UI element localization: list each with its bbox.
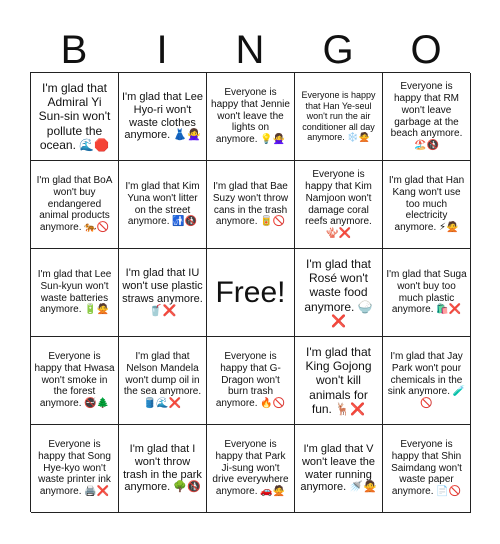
bingo-cell-text: I'm glad that Rosé won't waste food anymore. 🍚❌ [304,257,373,328]
bingo-cell-text: I'm glad that Han Kang won't use too much electricity anymore. ⚡🙅 [388,175,465,234]
bingo-cell-text: Everyone is happy that G-Dragon won't burn trash anymore. 🔥🚫 [215,351,286,410]
bingo-cell-text: I'm glad that I won't throw trash in the park anymore. 🌳🚯 [123,442,202,494]
bingo-cell-text: I'm glad that King Gojong won't kill animals for fun. 🦌❌ [305,345,372,416]
bingo-cell-11[interactable] [31,249,119,337]
bingo-cell-text: Everyone is happy that Han Ye-seul won't run the air conditioner all day anymore. ❄️🙅 [301,89,376,143]
bingo-cell-12[interactable] [119,249,207,337]
bingo-cell-24[interactable] [295,425,383,513]
bingo-cell-text: I'm glad that Suga won't buy too much plastic anymore. 🛍️❌ [386,268,467,316]
bingo-cell-text: I'm glad that Admiral Yi Sun-sin won't pollute the ocean. 🌊🛑 [38,81,111,152]
bingo-cell-9[interactable] [295,161,383,249]
bingo-cell-text: Everyone is happy that Song Hye-kyo won't waste printer ink anymore. 🖨️❌ [38,439,111,498]
bingo-cell-text: I'm glad that V won't leave the water running anymore. 🚿🙅 [300,442,377,494]
bingo-cell-22[interactable] [119,425,207,513]
bingo-header [30,28,470,72]
header-letter-b: B [60,28,88,72]
bingo-cell-23[interactable] [207,425,295,513]
bingo-cell-text: I'm glad that Bae Suzy won't throw cans in the trash anymore. 🥫🚫 [212,180,289,228]
bingo-cell-16[interactable] [31,337,119,425]
header-letter-g: G [322,28,354,72]
header-letter-n: N [235,28,265,72]
bingo-cell-18[interactable] [207,337,295,425]
bingo-cell-10[interactable] [383,161,471,249]
bingo-cell-14[interactable] [295,249,383,337]
bingo-cell-2[interactable] [119,73,207,161]
bingo-cell-text: Everyone is happy that Kim Namjoon won't damage coral reefs anymore. 🪸❌ [305,169,372,240]
bingo-cell-1[interactable] [31,73,119,161]
bingo-cell-19[interactable] [295,337,383,425]
bingo-cell-text: Everyone is happy that RM won't leave garbage at the beach anymore. 🏖️🚯 [390,81,463,152]
bingo-cell-text: I'm glad that IU won't use plastic straws anymore. 🥤❌ [122,266,203,318]
bingo-cell-text: I'm glad that Jay Park won't pour chemicals in the sink anymore. 🧪🚫 [387,351,466,410]
bingo-cell-7[interactable] [119,161,207,249]
bingo-cell-17[interactable] [119,337,207,425]
bingo-cell-text: I'm glad that BoA won't buy endangered animal products anymore. 🐅🚫 [36,175,113,234]
bingo-cell-4[interactable] [295,73,383,161]
bingo-cell-15[interactable] [383,249,471,337]
bingo-cell-text: I'm glad that Lee Hyo-ri won't waste clothes anymore. 👗🙅‍♀️ [122,90,203,142]
bingo-cell-6[interactable] [31,161,119,249]
free-space-label: Free! [215,275,286,309]
bingo-cell-25[interactable] [383,425,471,513]
bingo-cell-3[interactable] [207,73,295,161]
bingo-cell-text: Everyone is happy that Hwasa won't smoke in the forest anymore. 🚭🌲 [34,351,115,410]
header-letter-o: O [410,28,442,72]
bingo-cell-21[interactable] [31,425,119,513]
bingo-cell-20[interactable] [383,337,471,425]
bingo-cell-text: Everyone is happy that Jennie won't leave the lights on anymore. 💡🙅‍♀️ [211,87,290,146]
header-letter-i: I [156,28,168,72]
bingo-grid [30,72,470,512]
bingo-cell-text: I'm glad that Lee Sun-kyun won't waste batteries anymore. 🔋🙅 [37,268,112,316]
bingo-cell-8[interactable] [207,161,295,249]
bingo-cell-text: Everyone is happy that Shin Saimdang won't waste paper anymore. 📄🚫 [391,439,462,498]
bingo-cell-5[interactable] [383,73,471,161]
bingo-cell-text: I'm glad that Kim Yuna won't litter on the street anymore. 🚮🚯 [125,180,200,228]
bingo-cell-text: I'm glad that Nelson Mandela won't dump oil in the sea anymore. 🛢️🌊❌ [123,351,202,410]
bingo-cell-text: Everyone is happy that Park Ji-sung won't drive everywhere anymore. 🚗🙅 [212,439,289,498]
free-space[interactable] [207,249,295,337]
